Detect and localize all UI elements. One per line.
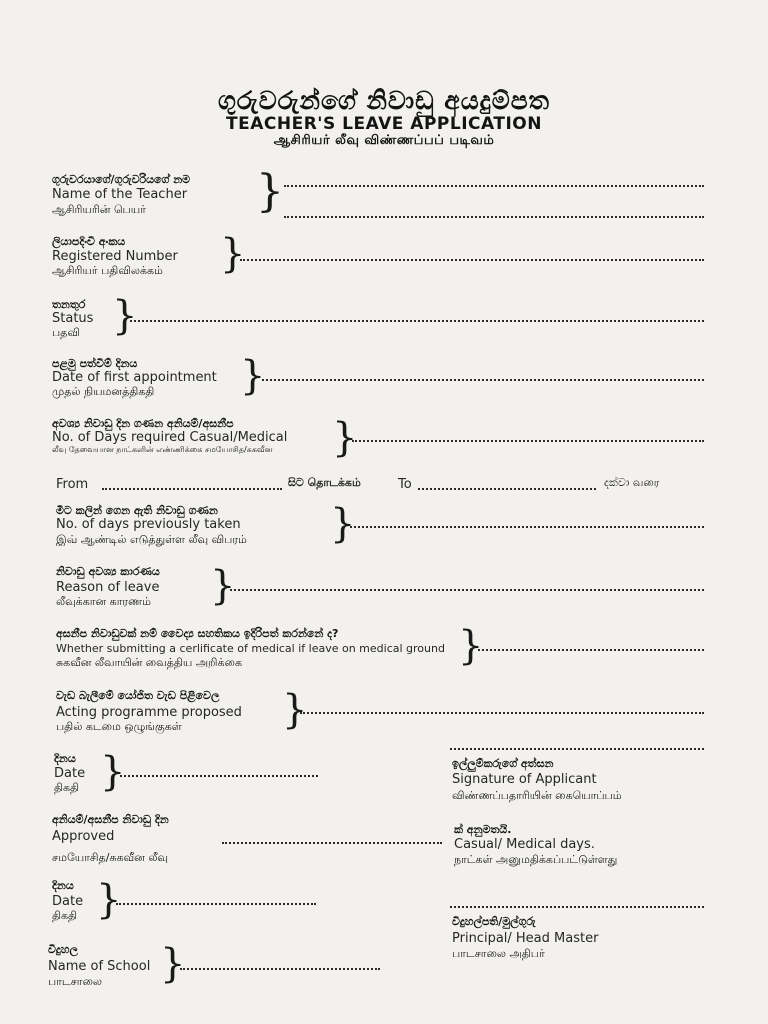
first-appt-field-line[interactable] <box>262 379 704 381</box>
status-field-line[interactable] <box>130 320 704 322</box>
name-field-line-2[interactable] <box>284 216 704 218</box>
acting-label-ta: பதில் கடமை ஒழுங்குகள் <box>56 720 182 733</box>
days-req-field-line[interactable] <box>352 440 704 442</box>
acting-brace: } <box>282 687 308 733</box>
days-req-brace: } <box>332 415 358 461</box>
to-label: To <box>398 477 412 492</box>
date1-label-si: දිනය <box>54 752 76 765</box>
approved-label-ta: சமயோசித/சுகவீன லீவு <box>52 851 168 864</box>
reason-label-ta: லீவுக்கான காரணம் <box>56 595 151 608</box>
prev-label-si: මීට කලින් ගෙන ඇති නිවාඩු ගණන <box>56 504 218 517</box>
status-label-si: තනතුර <box>52 298 86 311</box>
title-english: TEACHER'S LEAVE APPLICATION <box>226 114 542 134</box>
name-brace: } <box>256 166 284 217</box>
status-label-en: Status <box>52 311 94 326</box>
reason-field-line[interactable] <box>230 589 704 591</box>
medcert-brace: } <box>458 623 484 669</box>
name-label-en: Name of the Teacher <box>52 187 188 202</box>
first-appt-brace: } <box>240 353 266 399</box>
date1-label-ta: திகதி <box>54 781 80 794</box>
prev-field-line[interactable] <box>350 526 704 528</box>
status-label-ta: பதவி <box>52 326 80 339</box>
days-req-label-en: No. of Days required Casual/Medical <box>52 430 288 445</box>
date1-brace: } <box>100 749 126 795</box>
school-label-en: Name of School <box>48 959 151 974</box>
reason-label-si: නිවාඩු අවශ්‍ය කාරණය <box>56 565 160 578</box>
reg-label-si: ලියාපදිංචි අංකය <box>52 235 126 248</box>
school-brace: } <box>160 941 186 987</box>
principal-label-en: Principal/ Head Master <box>452 931 599 946</box>
casual-days-label-si: ක් අනුමතයි. <box>454 823 512 836</box>
medcert-label-si: අසනීප නිවාඩුවක් නම් වෛද්‍ය සහතිකය ඉදිරිපත් කරන්නේ ද? <box>56 627 339 640</box>
name-label-si: ගුරුවරයාගේ/ගුරුවරියගේ නම <box>52 173 191 186</box>
casual-days-label-ta: நாட்கள் அனுமதிக்கப்பட்டுள்ளது <box>454 853 618 866</box>
reg-label-en: Registered Number <box>52 249 178 264</box>
principal-signature-line[interactable] <box>450 906 704 908</box>
days-req-label-si: අවශ්‍ය නිවාඩු දින ගණන අනියම්/අසනීප <box>52 417 234 430</box>
date2-label-en: Date <box>52 894 84 909</box>
title-tamil: ஆசிரியர் லீவு விண்ணப்பப் படிவம் <box>273 133 495 148</box>
days-req-label-ta: லீவு தேவையான நாட்களின் எண்ணிக்கை சமயோசித/சுகவீன <box>52 445 273 454</box>
first-appt-label-si: පළමු පත්වීම් දිනය <box>52 357 138 370</box>
name-label-ta: ஆசிரியரின் பெயர் <box>52 203 146 216</box>
first-appt-label-en: Date of first appointment <box>52 370 217 385</box>
signature-label-en: Signature of Applicant <box>452 772 597 787</box>
reason-brace: } <box>210 563 236 609</box>
acting-field-line[interactable] <box>300 712 704 714</box>
school-label-si: විදුහල <box>48 943 78 956</box>
reg-field-line[interactable] <box>240 259 704 261</box>
school-field-line[interactable] <box>180 968 380 970</box>
date2-brace: } <box>96 877 122 923</box>
approved-label-si: අනියම්/අසනීප නිවාඩු දින <box>52 813 169 826</box>
title-sinhala: ගුරුවරුන්ගේ නිවාඩු අයදුම්පත <box>218 86 550 115</box>
from-field-line[interactable] <box>102 488 282 490</box>
medcert-field-line[interactable] <box>478 649 704 651</box>
approved-field-line[interactable] <box>222 842 442 844</box>
principal-label-si: විදුහල්පති/මුල්ගුරු <box>452 915 536 928</box>
signature-label-ta: விண்ணப்பதாரியின் கையொப்பம் <box>452 789 622 802</box>
to-suffix: දක්වා வரை <box>604 476 660 489</box>
prev-label-en: No. of days previously taken <box>56 517 241 532</box>
approved-label-en: Approved <box>52 829 115 844</box>
prev-label-ta: இவ் ஆண்டில் எடுத்துள்ள லீவு விபரம் <box>56 533 247 546</box>
status-brace: } <box>112 293 138 339</box>
date2-label-ta: திகதி <box>52 909 78 922</box>
prev-brace: } <box>330 501 356 547</box>
acting-label-si: වැඩ බැලීමේ යෝජිත වැඩ පිළිවෙල <box>56 689 220 702</box>
date1-field-line[interactable] <box>120 775 318 777</box>
principal-label-ta: பாடசாலை அதிபர் <box>452 947 545 960</box>
school-label-ta: பாடசாலை <box>48 975 103 988</box>
medcert-label-ta: சுகவீன லீவாயின் வைத்திய அறிக்கை <box>56 656 242 669</box>
from-label: From <box>56 477 89 492</box>
date2-field-line[interactable] <box>116 903 316 905</box>
acting-label-en: Acting programme proposed <box>56 705 242 720</box>
reg-label-ta: ஆசிரியர் பதிவிலக்கம் <box>52 264 163 277</box>
first-appt-label-ta: முதல் நியமனத்திகதி <box>52 385 155 398</box>
date2-label-si: දිනය <box>52 879 74 892</box>
from-suffix: සිට தொடக்கம் <box>288 476 361 489</box>
signature-field-line[interactable] <box>450 748 704 750</box>
signature-label-si: ඉල්ලුම්කරුගේ අත්සන <box>452 757 554 770</box>
name-field-line-1[interactable] <box>284 185 704 187</box>
casual-days-label-en: Casual/ Medical days. <box>454 837 595 852</box>
medcert-label-en: Whether submitting a cerlificate of medical if leave on medical ground <box>56 642 445 655</box>
reason-label-en: Reason of leave <box>56 580 160 595</box>
reg-brace: } <box>220 231 246 277</box>
to-field-line[interactable] <box>418 488 596 490</box>
date1-label-en: Date <box>54 766 86 781</box>
